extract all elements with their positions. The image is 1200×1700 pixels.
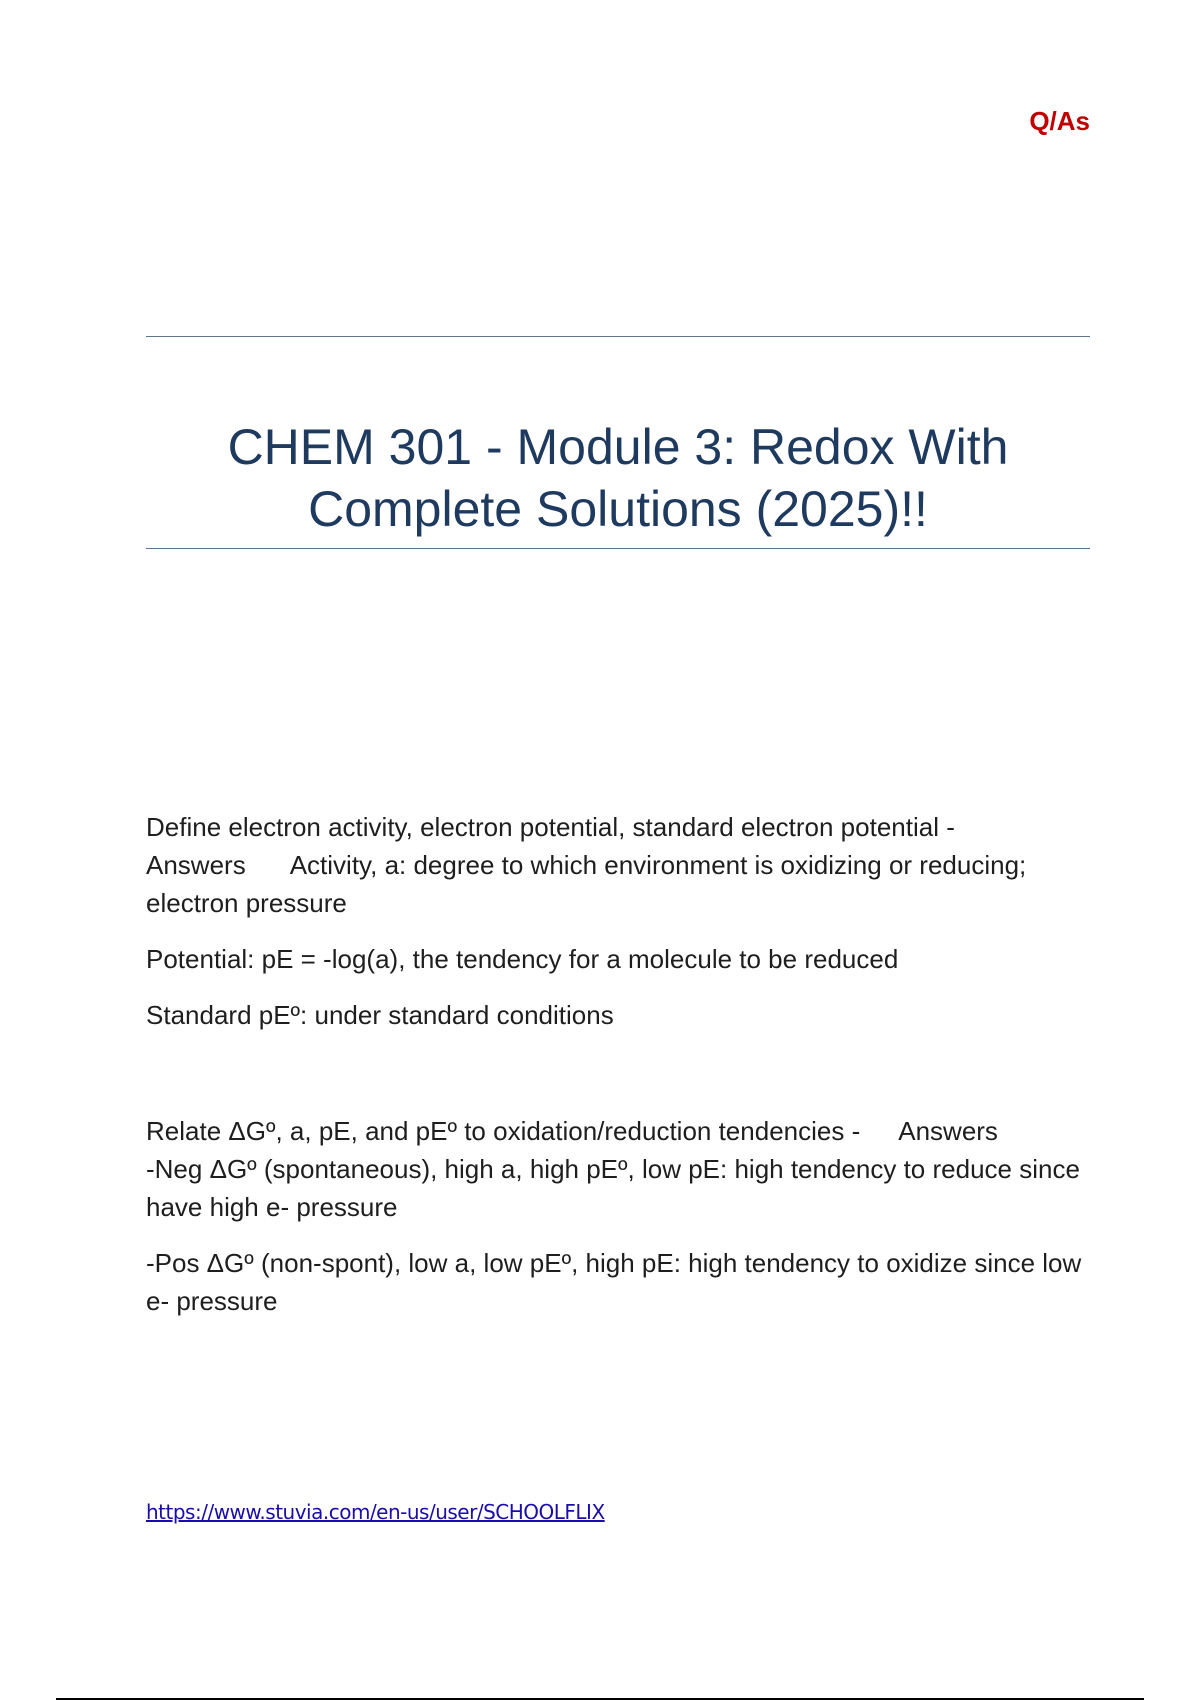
qa-1-paragraph-2: Standard pEº: under standard conditions [146,1000,614,1030]
qa-1-paragraph-1: Potential: pE = -log(a), the tendency for a molecule to be reduced [146,944,899,974]
qa-1-question: Define electron activity, electron potential, standard electron potential - [146,812,955,842]
title-bottom-rule [146,548,1090,549]
qa-1-answers-label: Answers [146,850,246,880]
qa-block-1 [146,808,1090,1052]
qa-1-answer-start: Activity, a: degree to which environment is oxidizing or reducing; electron pressure [146,850,1027,918]
document-title [146,416,1090,540]
qa-2-answer-start: -Neg ΔGº (spontaneous), high a, high pEº, low pE: high tendency to reduce since have high e- pressure [146,1154,1080,1222]
title-top-rule [146,336,1090,337]
qa-2-paragraph-1: -Pos ΔGº (non-spont), low a, low pEº, high pE: high tendency to oxidize since low e- pressure [146,1248,1082,1316]
qa-2-question-answer [146,1112,1090,1226]
title-line-1: CHEM 301 - Module 3: Redox With [227,419,1009,475]
title-line-2: Complete Solutions (2025)!! [308,481,928,537]
qa-1-question-answer [146,808,1090,922]
stuvia-profile-link[interactable]: https://www.stuvia.com/en-us/user/SCHOOLFLIX [146,1500,605,1524]
qas-label: Q/As [1029,106,1090,136]
qa-2-question: Relate ΔGº, a, pE, and pEº to oxidation/reduction tendencies - [146,1116,861,1146]
qa-2-answers-label: Answers [898,1116,998,1146]
qa-block-2 [146,1112,1090,1338]
